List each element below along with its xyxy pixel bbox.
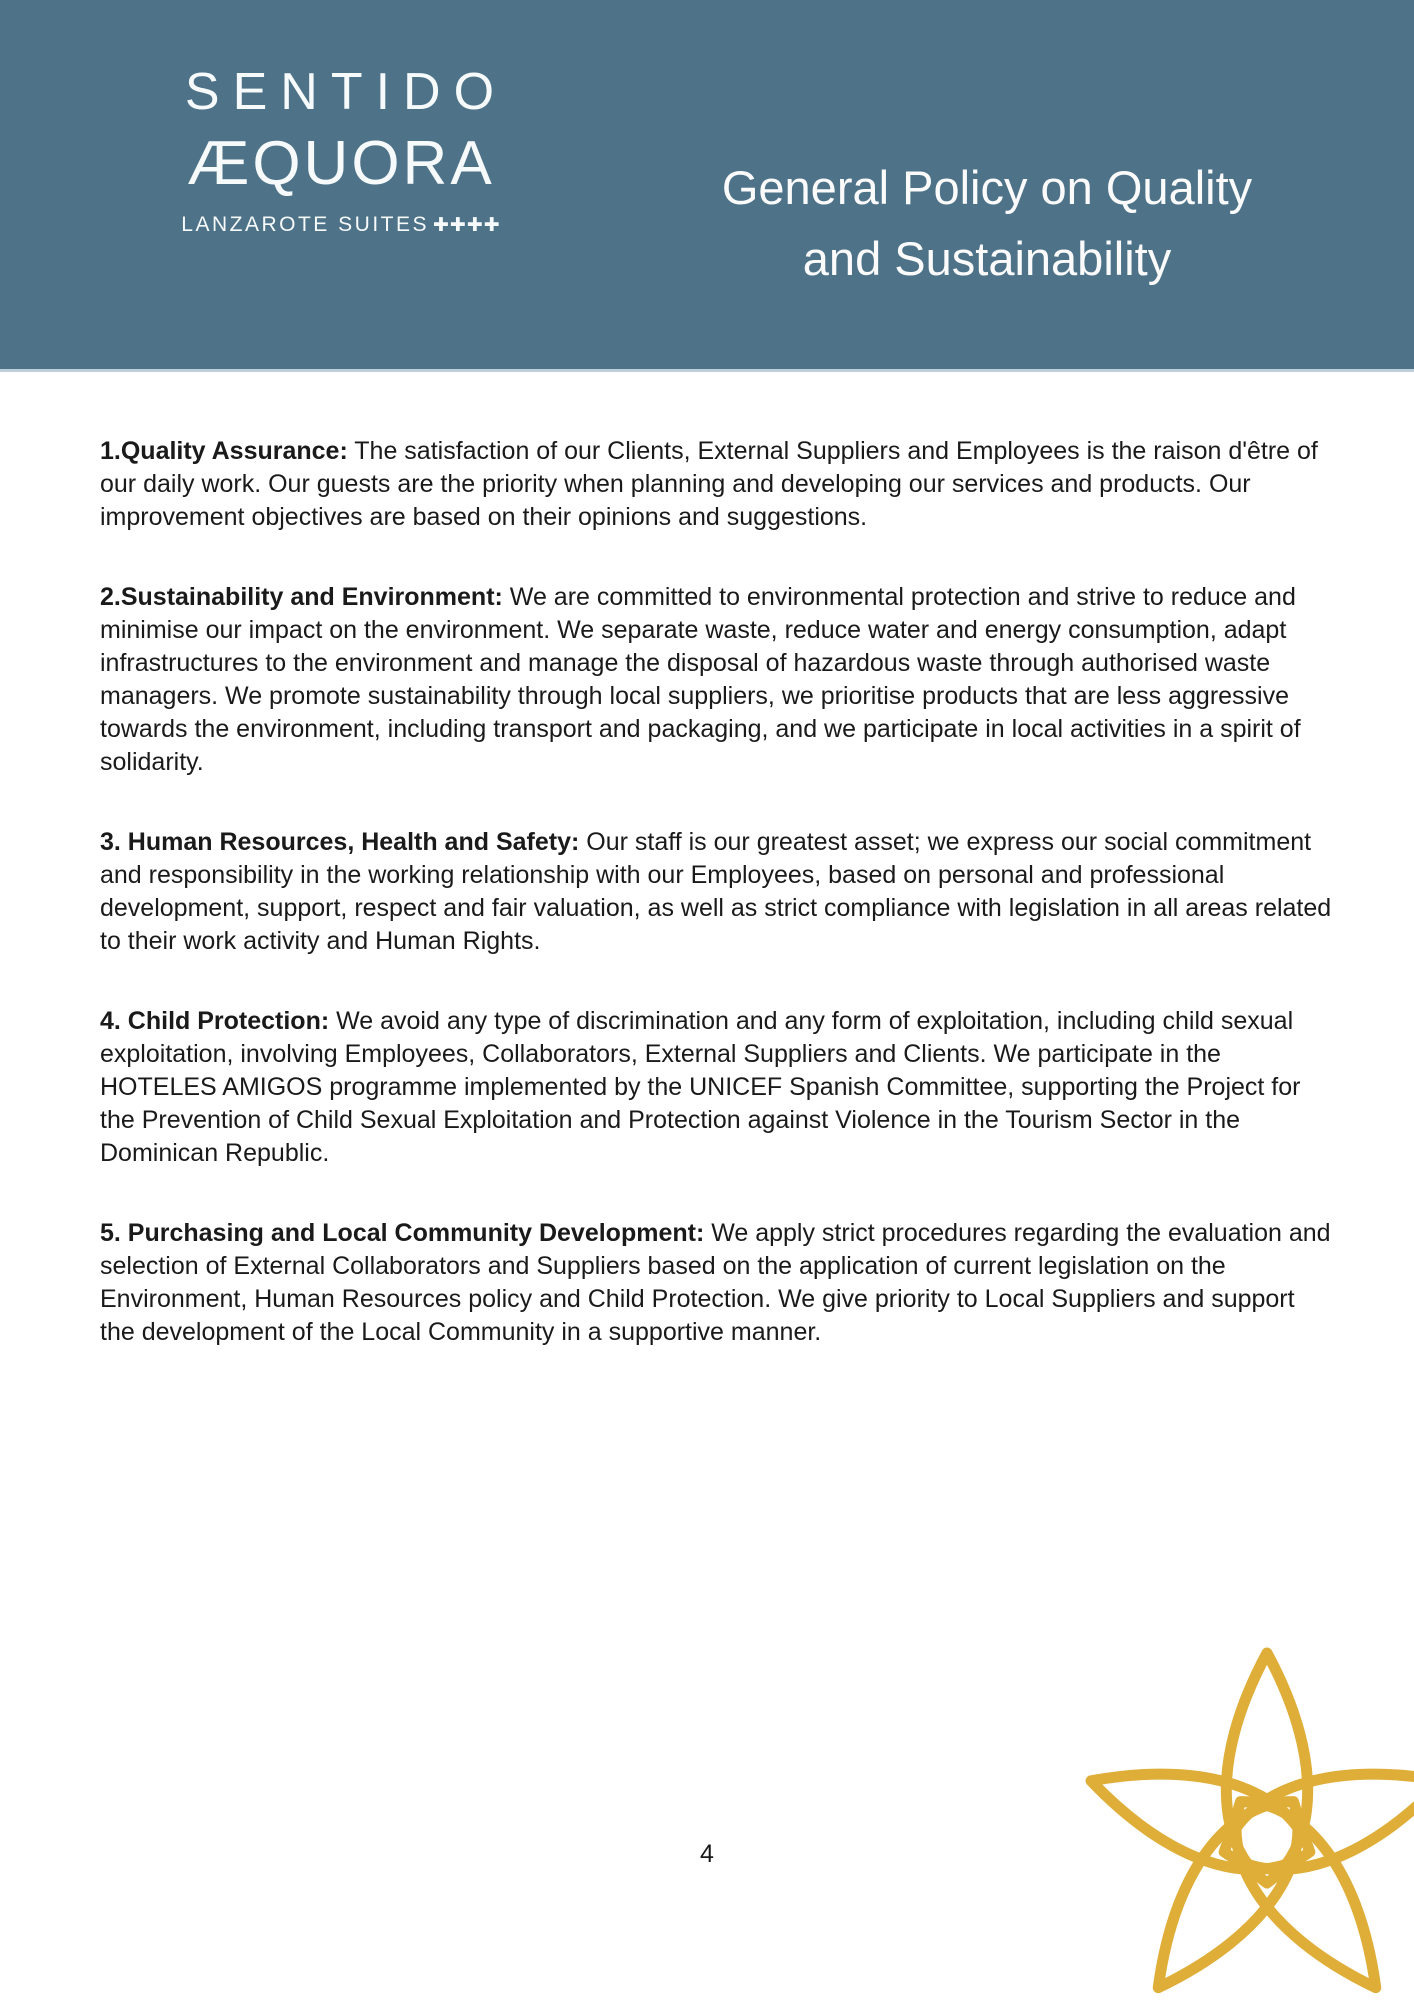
logo-name-text: ÆQUORA <box>187 129 495 198</box>
logo-subtitle-text: LANZAROTE SUITES <box>181 213 429 236</box>
section-text: The satisfaction of our Clients, External Suppliers and Employees is the raison d'être of our daily work. Our guests are the priority when planning and developing our services and products. Our improvement objectives are based on their opinions and suggestions. <box>100 437 1318 531</box>
four-stars-icon: ✚✚✚✚ <box>433 215 501 236</box>
section-heading: 2.Sustainability and Environment: <box>100 583 503 611</box>
hotel-logo <box>170 62 512 237</box>
policy-section-purchasing <box>100 1217 1334 1349</box>
flower-ornament <box>947 1518 1414 2000</box>
policy-content <box>100 435 1334 1396</box>
page-header <box>0 0 1414 372</box>
logo-subtitle <box>170 213 512 237</box>
section-text: We avoid any type of discrimination and any form of exploitation, including child sexual exploitation, involving Employees, Collaborators, External Suppliers and Clients. We participate in the HOTELES AMIGOS programme implemented by the UNICEF Spanish Committee, supporting the Project for the Prevention of Child Sexual Exploitation and Protection against Violence in the Tourism Sector in the Dominican Republic. <box>100 1007 1301 1167</box>
policy-section-quality <box>100 435 1334 534</box>
section-text: We are committed to environmental protection and strive to reduce and minimise our impact on the environment. We separate waste, reduce water and energy consumption, adapt infrastructures to the environment and manage the disposal of hazardous waste through authorised waste managers. We promote sustainability through local suppliers, we prioritise products that are less aggressive towards the environment, including transport and packaging, and we participate in local activities in a spirit of solidarity. <box>100 583 1301 776</box>
page-title-line1: General Policy on Quality <box>721 161 1253 214</box>
section-text: We apply strict procedures regarding the evaluation and selection of External Collaborators and Suppliers based on the application of current legislation on the Environment, Human Resources policy and Child Protection. We give priority to Local Suppliers and support the development of the Local Community in a supportive manner. <box>100 1219 1331 1346</box>
logo-brand-text: SENTIDO <box>184 63 508 121</box>
policy-section-child-protection <box>100 1005 1334 1170</box>
policy-section-sustainability <box>100 581 1334 779</box>
page-number: 4 <box>700 1840 714 1868</box>
section-heading: 4. Child Protection: <box>100 1007 330 1035</box>
section-heading: 5. Purchasing and Local Community Development: <box>100 1219 705 1247</box>
section-heading: 3. Human Resources, Health and Safety: <box>100 828 580 856</box>
page-title <box>560 152 1414 294</box>
policy-section-human-resources <box>100 826 1334 958</box>
section-text: Our staff is our greatest asset; we express our social commitment and responsibility in the working relationship with our Employees, based on personal and professional development, support, respect and fair valuation, as well as strict compliance with legislation in all areas related to their work activity and Human Rights. <box>100 828 1332 955</box>
section-heading: 1.Quality Assurance: <box>100 437 348 465</box>
page-title-line2: and Sustainability <box>802 232 1172 285</box>
